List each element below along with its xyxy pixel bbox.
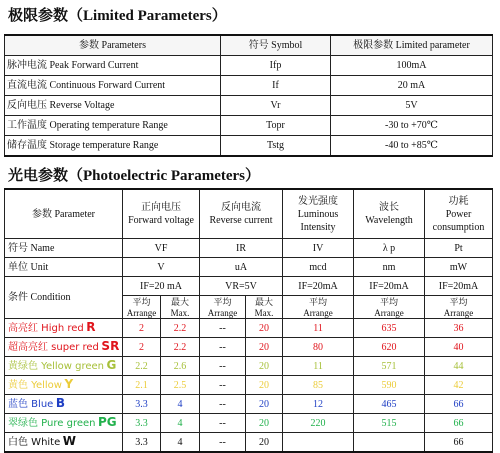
led-color-cell — [5, 357, 123, 376]
led-color-tag: B — [55, 396, 65, 410]
arrange-avg-en: Arrange — [126, 307, 157, 318]
led-color-tag: R — [86, 320, 96, 334]
ir-avg-cell: -- — [200, 395, 246, 414]
led-color-name: 白色 White — [8, 437, 61, 448]
arrange-avg-en: Arrange — [207, 307, 238, 318]
ir-max-cell: 20 — [246, 376, 283, 395]
table-row — [5, 433, 493, 453]
unit-label: 单位 Unit — [5, 258, 123, 277]
ir-max-cell: 20 — [246, 319, 283, 338]
symbol-row — [5, 239, 493, 258]
arrange-avg — [200, 296, 246, 319]
unit-value: mW — [425, 258, 493, 277]
table-row — [5, 56, 493, 76]
vf-max-cell: 2.2 — [161, 338, 200, 357]
table-row — [5, 116, 493, 136]
photoelectric-parameters-table — [4, 188, 493, 453]
col-cn: 发光强度 — [298, 195, 339, 207]
col-header-forward-voltage — [123, 189, 200, 239]
arrange-max-en: Max. — [254, 307, 274, 318]
ir-max-cell: 20 — [246, 433, 283, 453]
symbol-value: IR — [200, 239, 283, 258]
arrange-avg-en: Arrange — [374, 307, 404, 318]
led-color-tag: PG — [97, 415, 117, 429]
led-color-cell — [5, 319, 123, 338]
arrange-max — [246, 296, 283, 319]
led-color-name: 高亮红 High red — [8, 323, 84, 334]
vf-max-cell: 4 — [161, 433, 200, 453]
arrange-avg-cn: 平均 — [309, 297, 328, 308]
ir-max-cell: 20 — [246, 338, 283, 357]
arrange-avg — [354, 296, 425, 319]
power-avg-cell: 44 — [425, 357, 493, 376]
limit-param: 直流电流 Continuous Forward Current — [5, 76, 221, 96]
limit-value: 100mA — [331, 56, 493, 76]
symbol-value: IV — [283, 239, 354, 258]
wavelength-avg-cell: 465 — [354, 395, 425, 414]
arrange-max-cn: 最大 — [255, 297, 274, 308]
ir-avg-cell: -- — [200, 433, 246, 453]
vf-avg-cell: 2 — [123, 338, 161, 357]
wavelength-avg-cell — [354, 433, 425, 453]
table-row — [5, 414, 493, 433]
col-en: Reverse current — [209, 215, 273, 226]
arrange-avg — [123, 296, 161, 319]
limit-param: 反向电压 Reverse Voltage — [5, 96, 221, 116]
vf-avg-cell: 3.3 — [123, 395, 161, 414]
limit-symbol: Vr — [221, 96, 331, 116]
power-avg-cell: 66 — [425, 433, 493, 453]
limit-param: 工作温度 Operating temperature Range — [5, 116, 221, 136]
table-row — [5, 96, 493, 116]
iv-avg-cell — [283, 433, 354, 453]
condition-label: 条件 Condition — [5, 277, 123, 319]
led-color-cell — [5, 414, 123, 433]
iv-avg-cell: 11 — [283, 319, 354, 338]
arrange-avg-en: Arrange — [303, 307, 333, 318]
limit-section-title — [8, 4, 227, 25]
led-color-name: 蓝色 Blue — [8, 399, 54, 410]
table-row — [5, 395, 493, 414]
symbol-label: 符号 Name — [5, 239, 123, 258]
power-avg-cell: 66 — [425, 395, 493, 414]
iv-avg-cell: 85 — [283, 376, 354, 395]
photo-section-title — [8, 164, 260, 185]
symbol-value: Pt — [425, 239, 493, 258]
led-color-cell — [5, 433, 123, 453]
iv-avg-cell: 80 — [283, 338, 354, 357]
col-en: Power consumption — [432, 208, 485, 233]
unit-value: V — [123, 258, 200, 277]
arrange-avg-cn: 平均 — [132, 297, 151, 308]
limit-header-param: 参数 Parameters — [5, 35, 221, 56]
led-color-cell — [5, 395, 123, 414]
iv-avg-cell: 12 — [283, 395, 354, 414]
power-avg-cell: 36 — [425, 319, 493, 338]
photo-title-en: （Photoelectric Parameters） — [68, 168, 261, 184]
col-header-reverse-current — [200, 189, 283, 239]
ir-max-cell: 20 — [246, 395, 283, 414]
limit-symbol: Tstg — [221, 136, 331, 157]
col-en: Wavelength — [365, 215, 413, 226]
limit-title-cn: 极限参数 — [8, 6, 69, 24]
symbol-value: λ p — [354, 239, 425, 258]
limit-header-value: 极限参数 Limited parameter — [331, 35, 493, 56]
arrange-max-en: Max. — [170, 307, 190, 318]
vf-max-cell: 2.2 — [161, 319, 200, 338]
col-cn: 反向电流 — [221, 202, 262, 213]
limit-value: -30 to +70℃ — [331, 116, 493, 136]
condition-value: IF=20 mA — [123, 277, 200, 296]
arrange-avg-en: Arrange — [443, 307, 474, 318]
limit-symbol: Topr — [221, 116, 331, 136]
led-color-tag: W — [62, 434, 77, 448]
ir-max-cell: 20 — [246, 414, 283, 433]
wavelength-avg-cell: 571 — [354, 357, 425, 376]
arrange-avg — [425, 296, 493, 319]
led-color-cell — [5, 338, 123, 357]
condition-row — [5, 277, 493, 296]
wavelength-avg-cell: 515 — [354, 414, 425, 433]
photo-header-param: 参数 Parameter — [5, 189, 123, 239]
ir-max-cell: 20 — [246, 357, 283, 376]
limit-value: 20 mA — [331, 76, 493, 96]
arrange-max — [161, 296, 200, 319]
col-en: Luminous Intensity — [297, 208, 339, 233]
vf-avg-cell: 2.2 — [123, 357, 161, 376]
limit-header-symbol: 符号 Symbol — [221, 35, 331, 56]
col-cn: 正向电压 — [141, 202, 181, 213]
table-row — [5, 76, 493, 96]
vf-max-cell: 2.6 — [161, 357, 200, 376]
ir-avg-cell: -- — [200, 414, 246, 433]
unit-row — [5, 258, 493, 277]
power-avg-cell: 42 — [425, 376, 493, 395]
vf-avg-cell: 2.1 — [123, 376, 161, 395]
col-en: Forward voltage — [128, 215, 194, 226]
limit-header-row — [5, 35, 493, 56]
col-header-power — [425, 189, 493, 239]
wavelength-avg-cell: 620 — [354, 338, 425, 357]
table-row — [5, 136, 493, 157]
table-row — [5, 338, 493, 357]
unit-value: nm — [354, 258, 425, 277]
col-cn: 功耗 — [448, 195, 469, 207]
vf-avg-cell: 3.3 — [123, 433, 161, 453]
photo-title-cn: 光电参数 — [8, 166, 69, 184]
col-header-wavelength — [354, 189, 425, 239]
limit-symbol: Ifp — [221, 56, 331, 76]
arrange-max-cn: 最大 — [171, 297, 190, 308]
table-row — [5, 376, 493, 395]
table-row — [5, 319, 493, 338]
led-color-tag: SR — [101, 339, 120, 353]
led-color-cell — [5, 376, 123, 395]
vf-avg-cell: 2 — [123, 319, 161, 338]
led-color-tag: Y — [64, 377, 74, 391]
led-color-tag: G — [106, 358, 117, 372]
condition-value: IF=20mA — [354, 277, 425, 296]
vf-avg-cell: 3.3 — [123, 414, 161, 433]
limit-param: 储存温度 Storage temperature Range — [5, 136, 221, 157]
condition-value: IF=20mA — [425, 277, 493, 296]
wavelength-avg-cell: 635 — [354, 319, 425, 338]
limit-symbol: If — [221, 76, 331, 96]
power-avg-cell: 66 — [425, 414, 493, 433]
led-color-name: 黄绿色 Yellow green — [8, 361, 105, 372]
photo-header-row — [5, 189, 493, 239]
col-header-luminous-intensity — [283, 189, 354, 239]
unit-value: uA — [200, 258, 283, 277]
arrange-avg-cn: 平均 — [449, 297, 468, 308]
ir-avg-cell: -- — [200, 357, 246, 376]
condition-value: IF=20mA — [283, 277, 354, 296]
arrange-avg — [283, 296, 354, 319]
vf-max-cell: 2.5 — [161, 376, 200, 395]
condition-value: VR=5V — [200, 277, 283, 296]
limit-title-en: （Limited Parameters） — [68, 8, 227, 24]
led-color-name: 翠绿色 Pure green — [8, 418, 96, 429]
led-color-name: 超高亮红 super red — [8, 342, 99, 353]
limit-parameters-table — [4, 34, 493, 157]
table-row — [5, 357, 493, 376]
unit-value: mcd — [283, 258, 354, 277]
iv-avg-cell: 220 — [283, 414, 354, 433]
col-cn: 波长 — [379, 202, 400, 213]
arrange-avg-cn: 平均 — [213, 297, 232, 308]
ir-avg-cell: -- — [200, 319, 246, 338]
ir-avg-cell: -- — [200, 338, 246, 357]
symbol-value: VF — [123, 239, 200, 258]
power-avg-cell: 40 — [425, 338, 493, 357]
limit-value: 5V — [331, 96, 493, 116]
limit-value: -40 to +85℃ — [331, 136, 493, 157]
wavelength-avg-cell: 590 — [354, 376, 425, 395]
limit-param: 脉冲电流 Peak Forward Current — [5, 56, 221, 76]
iv-avg-cell: 11 — [283, 357, 354, 376]
vf-max-cell: 4 — [161, 395, 200, 414]
arrange-avg-cn: 平均 — [380, 297, 399, 308]
ir-avg-cell: -- — [200, 376, 246, 395]
led-color-name: 黄色 Yellow — [8, 380, 62, 391]
vf-max-cell: 4 — [161, 414, 200, 433]
